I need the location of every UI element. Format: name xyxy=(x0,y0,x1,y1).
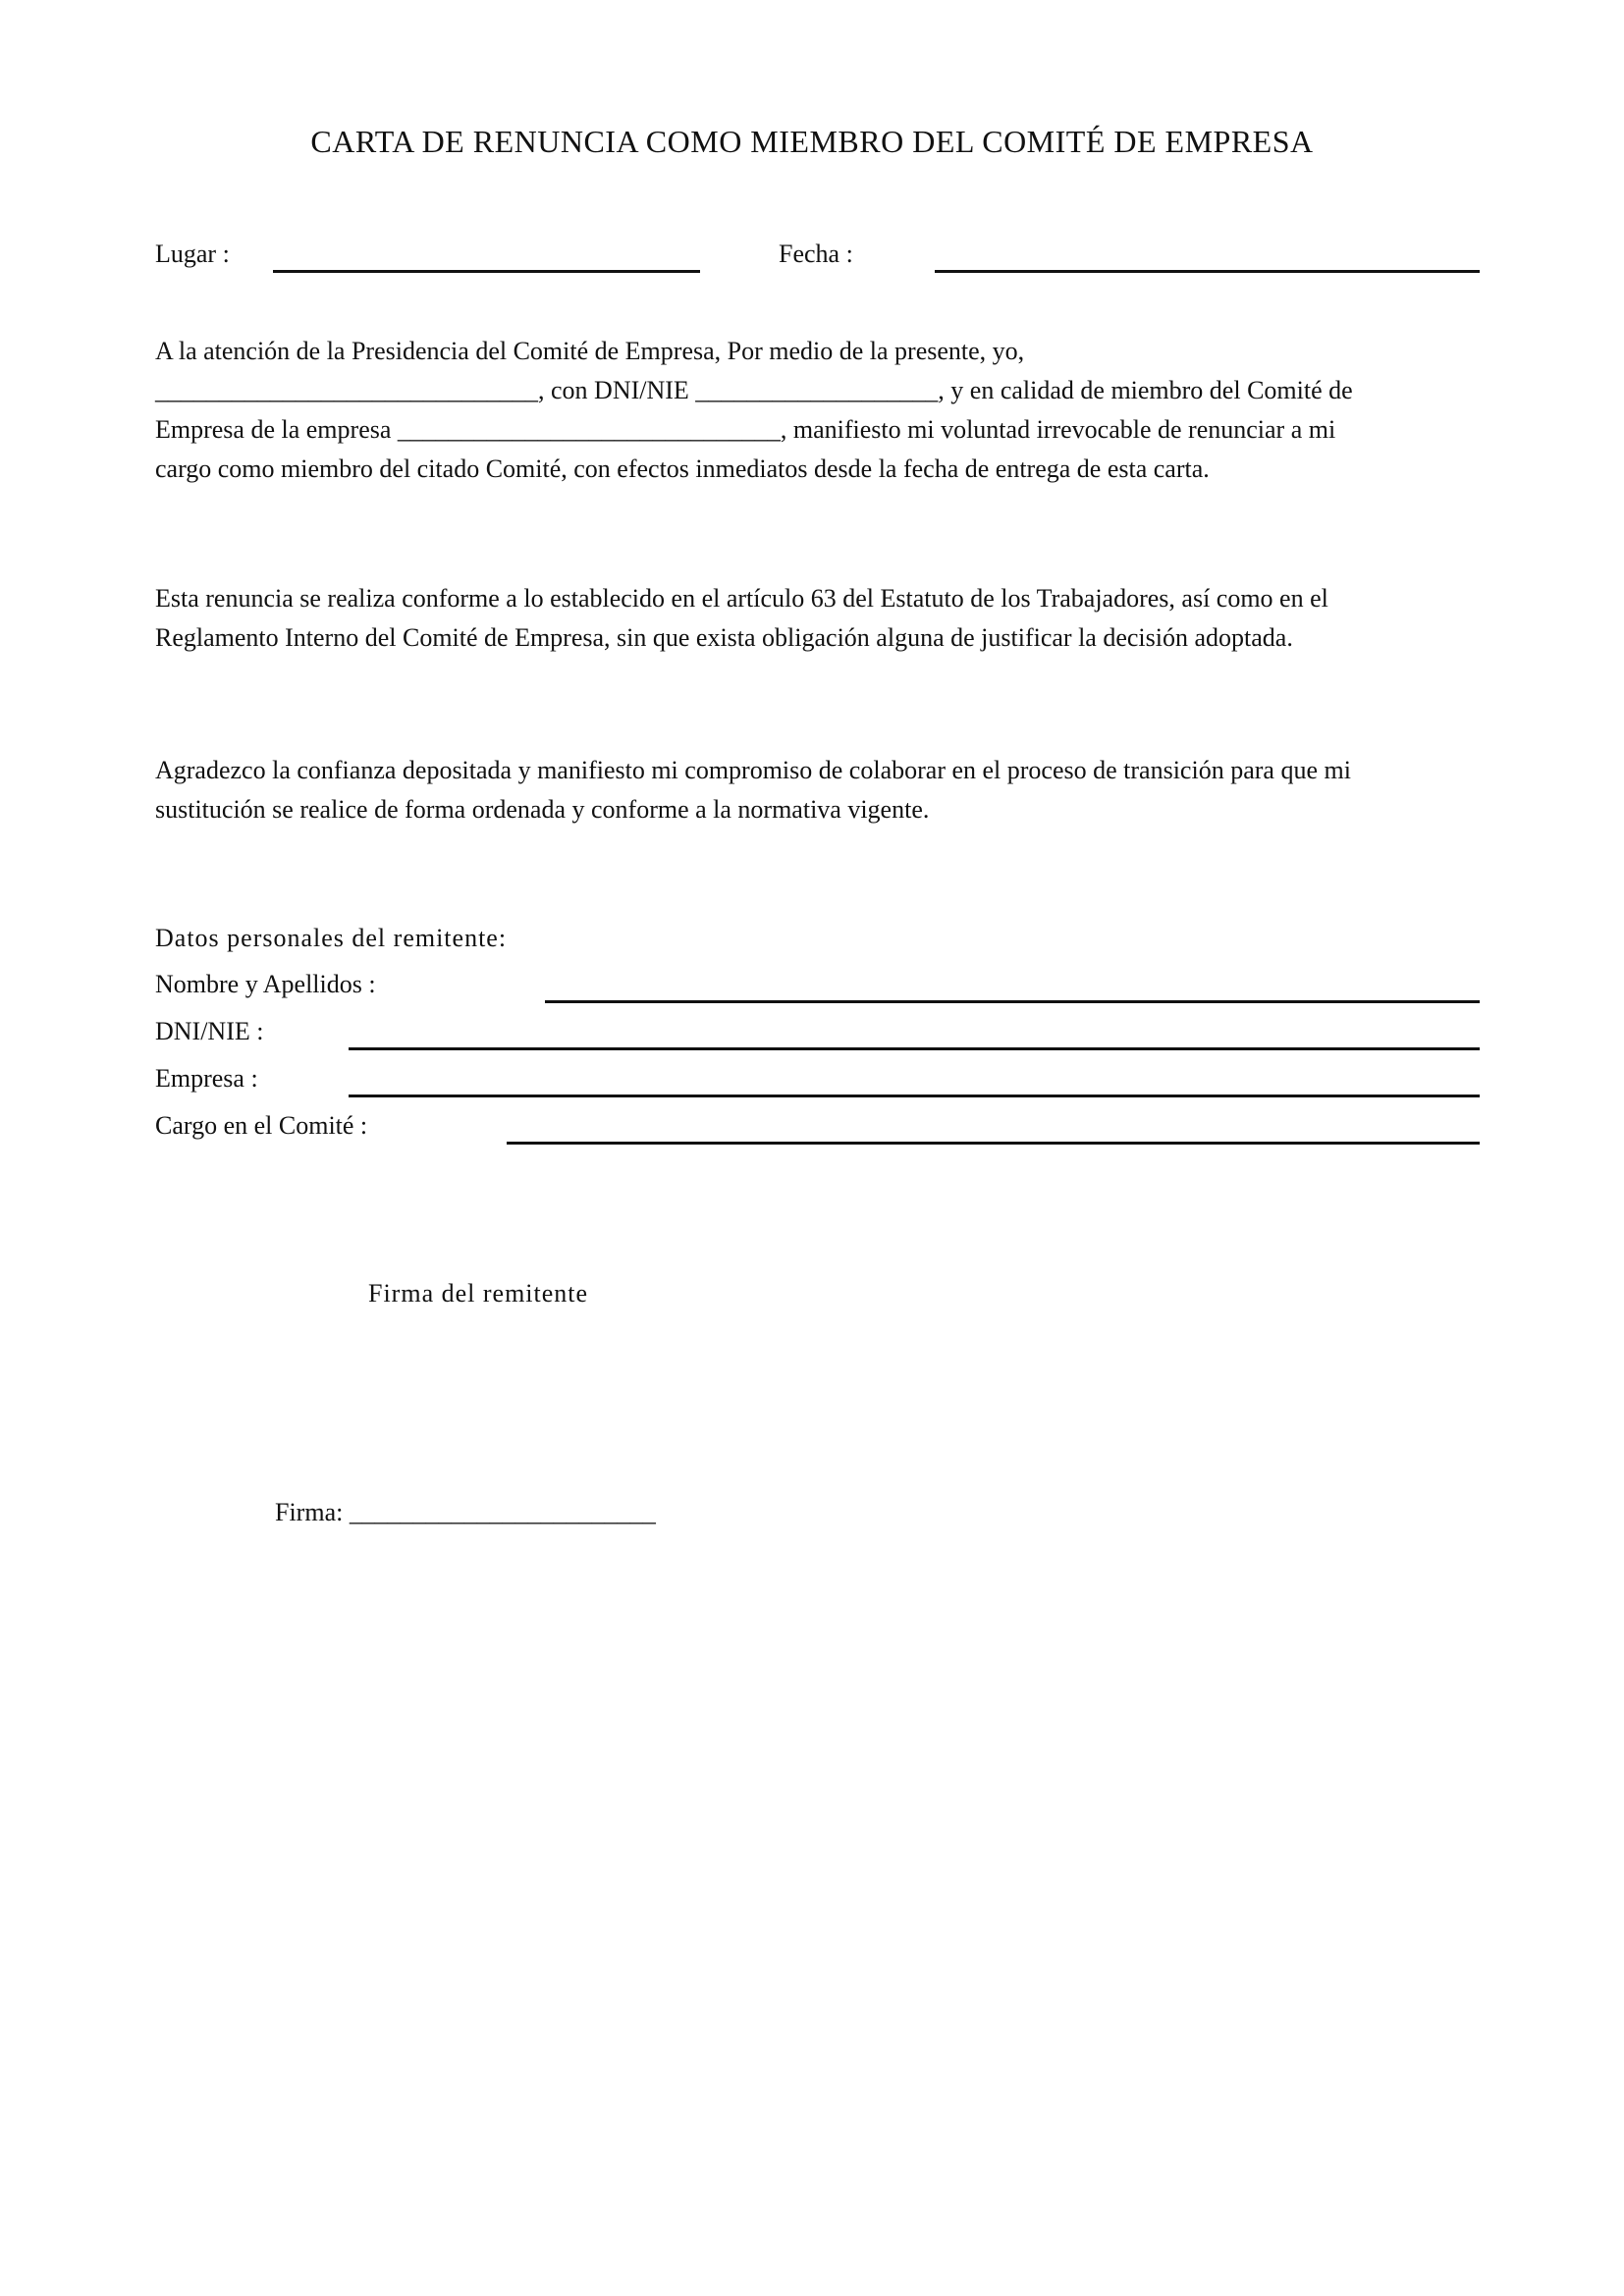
place-field-line[interactable] xyxy=(273,270,700,273)
paragraph-line: sustitución se realice de forma ordenada y conforme a la normativa vigente. xyxy=(155,795,930,824)
paragraph-gratitude xyxy=(155,751,1481,829)
paragraph-line: Esta renuncia se realiza conforme a lo establecido en el artículo 63 del Estatuto de los Trabajadores, así como en el xyxy=(155,584,1328,613)
date-label: Fecha : xyxy=(779,240,853,268)
paragraph-line: cargo como miembro del citado Comité, con efectos inmediatos desde la fecha de entrega de esta carta. xyxy=(155,454,1210,483)
paragraph-line: Agradezco la confianza depositada y manifiesto mi compromiso de colaborar en el proceso de transición para que mi xyxy=(155,756,1351,784)
paragraph-line: Empresa de la empresa ______________________________, manifiesto mi voluntad irrevocable de renunciar a mi xyxy=(155,415,1336,444)
paragraph-line: Reglamento Interno del Comité de Empresa, sin que exista obligación alguna de justificar la decisión adoptada. xyxy=(155,623,1293,652)
sender-id-field-line[interactable] xyxy=(349,1047,1480,1050)
sender-company-label: Empresa : xyxy=(155,1064,258,1093)
paragraph-attention xyxy=(155,332,1481,489)
sender-role-label: Cargo en el Comité : xyxy=(155,1111,368,1140)
paragraph-line: ______________________________, con DNI/NIE ___________________, y en calidad de miembro del Comité de xyxy=(155,376,1353,404)
date-field-line[interactable] xyxy=(935,270,1480,273)
signature-caption: Firma del remitente xyxy=(368,1279,589,1308)
sender-name-label: Nombre y Apellidos : xyxy=(155,970,376,998)
paragraph-line: A la atención de la Presidencia del Comité de Empresa, Por medio de la presente, yo, xyxy=(155,337,1025,365)
sender-id-label: DNI/NIE : xyxy=(155,1017,264,1045)
page-title: CARTA DE RENUNCIA COMO MIEMBRO DEL COMITÉ DE EMPRESA xyxy=(310,124,1314,159)
sender-name-field-line[interactable] xyxy=(545,1000,1480,1003)
sender-heading: Datos personales del remitente: xyxy=(155,924,508,952)
paragraph-legal-basis xyxy=(155,579,1481,658)
signature-field[interactable]: Firma: ________________________ xyxy=(275,1498,656,1526)
place-label: Lugar : xyxy=(155,240,230,268)
sender-company-field-line[interactable] xyxy=(349,1095,1480,1097)
sender-role-field-line[interactable] xyxy=(507,1142,1480,1145)
